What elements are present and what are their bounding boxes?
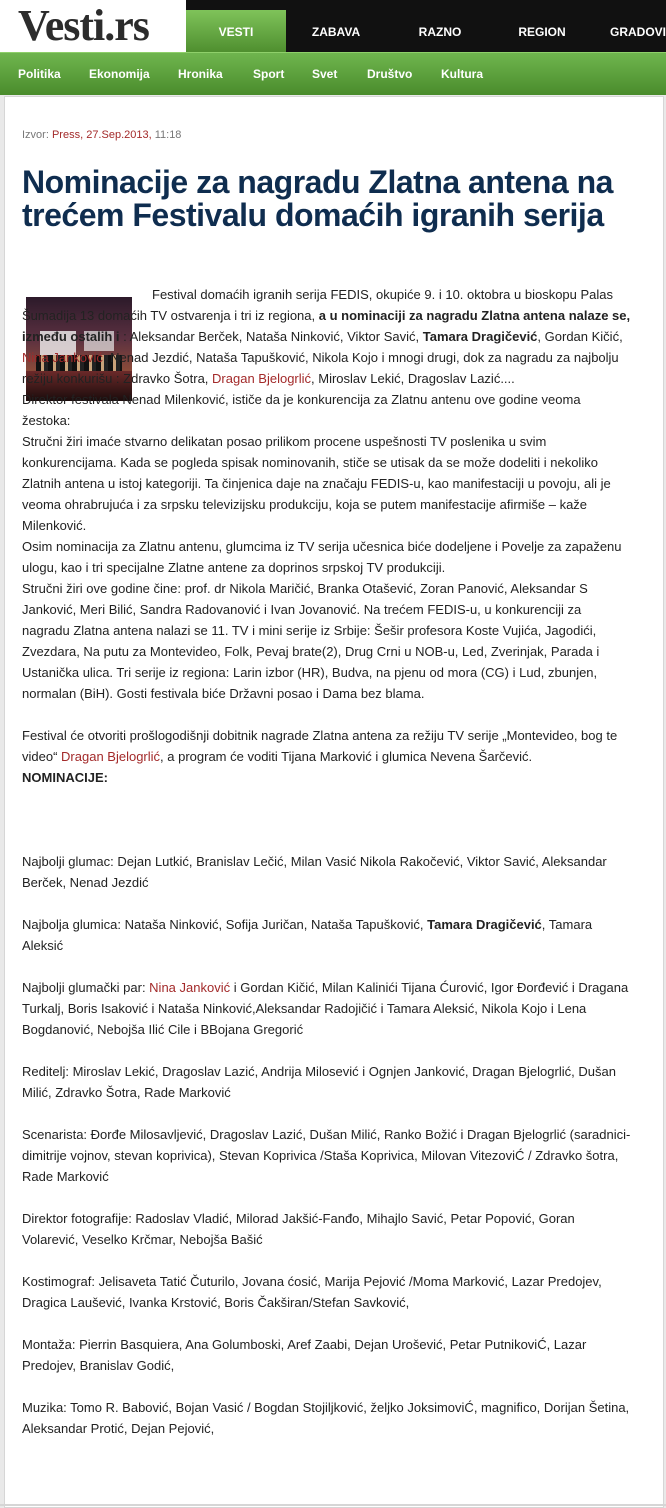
main-nav-region[interactable]: REGION — [518, 25, 566, 39]
nomination-montaza: Montaža: Pierrin Basquiera, Ana Golumboski, Aref Zaabi, Dejan Urošević, Petar PutnikoviĆ, Lazar Predojev, Branislav Godić, — [22, 1337, 587, 1373]
meta-source-link[interactable]: Press, 27.Sep.2013, — [51, 129, 152, 141]
meta-label: Izvor: — [22, 129, 49, 141]
nomination-reditelj: Reditelj: Miroslav Lekić, Dragoslav Lazić, Andrija Milosević i Ognjen Janković, Dragan Bjelogrlić, Dušan Milić, Zdravko Šotra, Rade Marković — [22, 1064, 616, 1100]
nomination-kostimograf: Kostimograf: Jelisaveta Tatić Čuturilo, Jovana ćosić, Marija Pejović /Moma Marković, Lazar Predojev, Dragica Laušević, Ivanka Krstović, Boris Čakširan/Stefan Savković, — [22, 1274, 602, 1310]
person-link[interactable]: Nina Janković — [22, 350, 103, 365]
nomination-muzika: Muzika: Tomo R. Babović, Bojan Vasić / Bogdan Stojiljković, željko JoksimoviĆ, magnifico, Dorijan Šetina, Aleksandar Protić, Dejan Pejović, — [22, 1400, 630, 1436]
main-nav-vesti[interactable]: VESTI — [186, 10, 286, 52]
article-title: Nominacije za nagradu Zlatna antena na trećem Festivalu domaćih igranih serija — [22, 164, 613, 233]
main-nav-razno[interactable]: RAZNO — [418, 25, 462, 39]
nominations-heading: NOMINACIJE: — [22, 770, 108, 785]
cat-hronika[interactable]: Hronika — [178, 67, 223, 81]
site-logo[interactable] — [0, 0, 186, 52]
nomination-scenarista: Scenarista: Đorđe Milosavljević, Dragoslav Lazić, Dušan Milić, Ranko Božić i Dragan Bjelogrlić (saradnici- dimitrije vojnov, stevan koprivica), Stevan Koprivica /Staša Koprivica, Milovan VitezoviĆ / Zdravko šotra, Rade Marković — [22, 1127, 631, 1184]
category-nav — [0, 52, 666, 95]
person-link[interactable]: Dragan Bjelogrlić — [61, 749, 161, 764]
nomination-glumica: Najbolja glumica: Nataša Ninković, Sofija Juričan, Nataša Tapušković, Tamara Dragičević, Tamara Aleksić — [22, 917, 593, 953]
cat-kultura[interactable]: Kultura — [441, 67, 483, 81]
cat-ekonomija[interactable]: Ekonomija — [89, 67, 150, 81]
article-body — [22, 284, 632, 1439]
nomination-par: Najbolji glumački par: Nina Janković i Gordan Kičić, Milan Kalinići Tijana Ćurović, Igor Đorđević i Dragana Turkalj, Boris Isaković i Nataša Ninković,Aleksandar Radojičić i Tamara Aleksić, Nikola Kojo i Lena Bogdanović, Nebojša Ilić Cile i BBojana Gregorić — [22, 980, 629, 1037]
top-header — [0, 0, 666, 52]
article-meta — [22, 129, 181, 141]
article-intro: Festival domaćih igranih serija FEDIS, okupiće 9. i 10. oktobra u bioskopu Palas Šumadija 13 domaćih TV ostvarenja i tri iz regiona, a u nominaciji za nagradu Zlatna antena nalaze se, između ostalih i : Aleksandar Berček, Nataša Ninković, Viktor Savić, Tamara Dragičević, Gordan Kičić, Nina Janković, Nenad Jezdić, Nataša Tapušković, Nikola Kojo i mnogi drugi, dok za nagradu za najbolju režiju konkurišu : Zdravko Šotra, Dragan Bjelogrlić, Miroslav Lekić, Dragoslav Lazić.... — [22, 287, 631, 386]
cat-sport[interactable]: Sport — [253, 67, 285, 81]
main-nav-gradovi[interactable]: GRADOVI — [610, 25, 666, 39]
paragraph: Osim nominacija za Zlatnu antenu, glumcima iz TV serija učesnica biće dodeljene i Povelje za zapaženu ulogu, kao i tri specijalne Zlatne antene za doprinos srpskoj TV produkciji. — [22, 539, 622, 575]
paragraph: Direktor festivala Nenad Milenković, ističe da je konkurencija za Zlatnu antenu ove godine veoma žestoka: — [22, 392, 581, 428]
main-nav-zabava[interactable]: ZABAVA — [311, 25, 361, 39]
nomination-glumac: Najbolji glumac: Dejan Lutkić, Branislav Lečić, Milan Vasić Nikola Rakočević, Viktor Savić, Aleksandar Berček, Nenad Jezdić — [22, 854, 607, 890]
cat-politika[interactable]: Politika — [18, 67, 61, 81]
paragraph: Festival će otvoriti prošlogodišnji dobitnik nagrade Zlatna antena za režiju TV serije „Montevideo, bog te video“ Dragan Bjelogrlić, a program će voditi Tijana Marković i glumica Nevena Šarčević. — [22, 728, 618, 764]
cat-svet[interactable]: Svet — [312, 67, 338, 81]
cat-drustvo[interactable]: Društvo — [367, 67, 413, 81]
paragraph: Stručni žiri ove godine čine: prof. dr Nikola Maričić, Branka Otašević, Zoran Panović, Aleksandar S Janković, Meri Bilić, Sandra Radovanović i Ivan Jovanović. Na trećem FEDIS-u, u konkurenciji za nagradu Zlatna antena nalazi se 11. TV i mini serije iz Srbije: Šešir profesora Koste Vujića, Jagodići, Zvezdara, Na putu za Montevideo, Folk, Pevaj brate(2), Drug Crni u NOB-u, Led, Zverinjak, Parada i Ustanička ulica. Tri serije iz regiona: Larin izbor (HR), Budva, na pjenu od mora (CG) i Lud, zbunjen, normalan (BiH). Gosti festivala biće Državni posao i Dama bez blama. — [22, 581, 600, 701]
paragraph: Stručni žiri imaće stvarno delikatan posao prilikom procene uspešnosti TV poslenika u svim konkurencijama. Kada se pogleda spisak nominovanih, stiče se utisak da se može dodeliti i nekoliko Zlatnih antena u istoj kategoriji. Ta činjenica daje na značaju FEDIS-u, kao manifestaciji u povoju, ali je veoma ohrabrujuća i za srpsku televizijsku produkciju, koja se putem manifestacije afirmiše – kaže Milenković. — [22, 434, 611, 533]
nomination-fotografija: Direktor fotografije: Radoslav Vladić, Milorad Jakšić-Fanđo, Mihajlo Savić, Petar Popović, Goran Volarević, Veselko Krčmar, Nebojša Bašić — [22, 1211, 575, 1247]
meta-time: 11:18 — [154, 129, 182, 141]
person-link[interactable]: Nina Janković — [149, 980, 231, 995]
person-link[interactable]: Dragan Bjelogrlić — [212, 371, 312, 386]
logo-text: Vesti.rs — [18, 1, 149, 50]
main-nav — [186, 10, 666, 52]
